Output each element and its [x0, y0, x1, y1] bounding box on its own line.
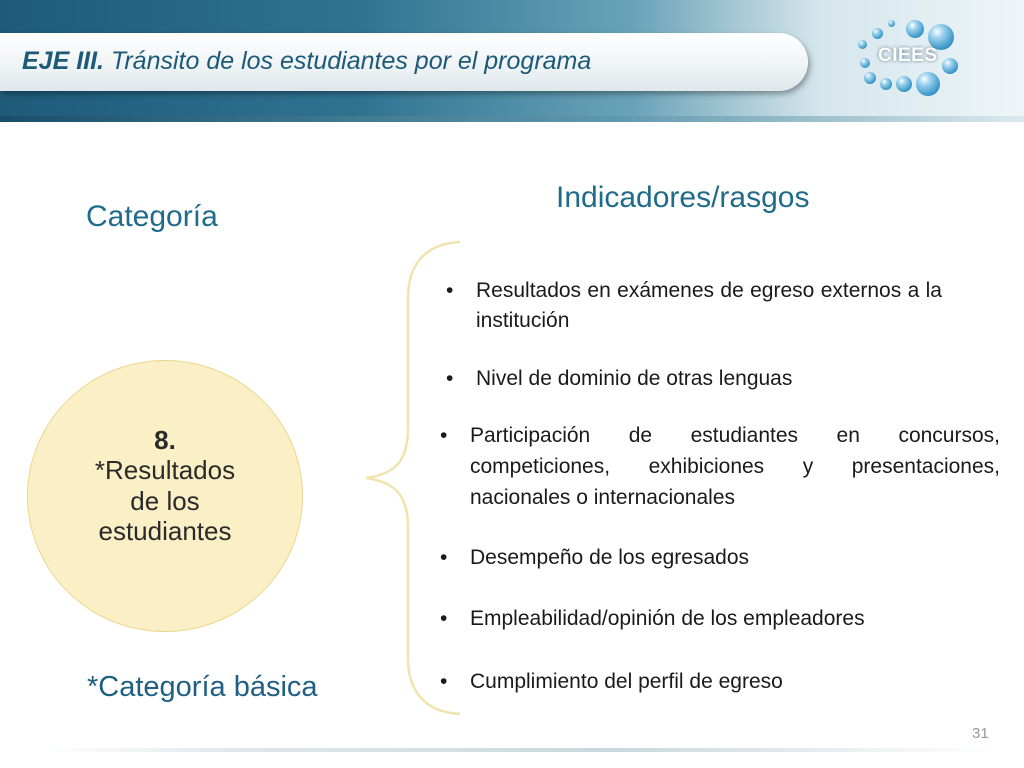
list-item: • Desempeño de los egresados: [440, 542, 1000, 573]
indicator-list-top: [446, 276, 942, 394]
logo-bubble: [858, 40, 867, 49]
category-number: 8.: [154, 425, 176, 455]
logo-bubble: [942, 58, 958, 74]
slide-title: [22, 47, 591, 76]
list-item: • Nivel de dominio de otras lenguas: [446, 364, 942, 394]
list-item: • Empleabilidad/opinión de los empleadores: [440, 603, 1000, 634]
category-line: *Resultados: [94, 455, 236, 486]
category-line: estudiantes: [98, 516, 232, 547]
category-heading: Categoría: [86, 200, 218, 233]
basic-category-note: *Categoría básica: [87, 671, 318, 703]
ciees-logo: [850, 14, 980, 104]
category-circle: [27, 360, 303, 632]
logo-bubble: [872, 28, 883, 39]
logo-bubble: [860, 58, 870, 68]
slide-title-text: Tránsito de los estudiantes por el programa: [103, 47, 592, 75]
logo-bubble: [864, 72, 876, 84]
logo-text: CIEES: [878, 45, 938, 66]
indicator-list-bottom: [440, 420, 1000, 697]
logo-bubble: [916, 72, 940, 96]
slide-title-axis: EJE III.: [22, 47, 104, 75]
page-number: 31: [972, 725, 989, 742]
list-item: • Resultados en exámenes de egreso externos a la institución: [446, 276, 942, 336]
footer-divider: [40, 748, 1000, 752]
indicators-heading: Indicadores/rasgos: [556, 181, 810, 214]
logo-bubble: [880, 78, 892, 90]
category-circle-text: [28, 425, 302, 547]
title-bar: [0, 33, 808, 91]
logo-bubble: [888, 20, 895, 27]
logo-bubble: [906, 20, 924, 38]
logo-bubble: [896, 76, 912, 92]
category-line: de los: [130, 485, 200, 516]
list-item: • Participación de estudiantes en concursos, competiciones, exhibiciones y presentaciones, nacionales o internacionales: [440, 420, 1000, 513]
list-item: • Cumplimiento del perfil de egreso: [440, 666, 1000, 697]
